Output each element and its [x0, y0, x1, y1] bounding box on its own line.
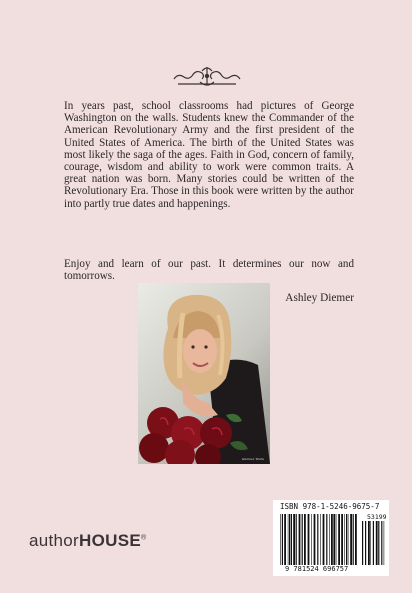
barcode-bar	[346, 514, 347, 565]
barcode-bar	[308, 514, 310, 565]
barcode-bar	[282, 514, 283, 565]
barcode-addon-code: 53199	[367, 513, 387, 521]
barcode-addon-bars	[362, 521, 386, 565]
barcode-bar	[344, 514, 345, 565]
barcode-bar	[280, 514, 281, 565]
barcode-bar	[317, 514, 318, 565]
barcode-bar	[329, 514, 330, 565]
barcode-bar	[362, 521, 363, 565]
barcode-bar	[284, 514, 286, 565]
barcode-bar	[336, 514, 337, 565]
decorative-scroll-icon	[172, 64, 242, 90]
barcode-bar	[376, 521, 378, 565]
barcode-bar	[378, 521, 379, 565]
publisher-logo	[29, 531, 146, 551]
barcode-bar	[333, 514, 335, 565]
barcode-bar	[384, 521, 385, 565]
author-name: Ashley Diemer	[285, 292, 354, 304]
barcode-bar	[338, 514, 340, 565]
publisher-name-emphasis: HOUSE	[79, 531, 141, 550]
publisher-name-part: author	[29, 531, 80, 550]
barcode-bar	[289, 514, 290, 565]
isbn-text: ISBN 978-1-5246-9675-7	[280, 502, 380, 511]
isbn-barcode	[273, 500, 389, 576]
barcode-bar	[365, 521, 366, 565]
ean-digits: 9 781524 696757	[285, 565, 349, 573]
barcode-bar	[293, 514, 295, 565]
barcode-bar	[311, 514, 312, 565]
barcode-bar	[353, 514, 354, 565]
barcode-bar	[331, 514, 333, 565]
barcode-bar	[341, 514, 343, 565]
barcode-bars	[280, 514, 358, 565]
barcode-bar	[370, 521, 371, 565]
barcode-bar	[302, 514, 303, 565]
barcode-bar	[299, 514, 301, 565]
photo-credit: Glamour Shots	[241, 457, 264, 461]
barcode-bar	[296, 514, 297, 565]
barcode-bar	[314, 514, 316, 565]
barcode-bar	[381, 521, 382, 565]
barcode-bar	[350, 514, 352, 565]
barcode-bar	[304, 514, 306, 565]
barcode-bar	[320, 514, 321, 565]
barcode-bar	[323, 514, 325, 565]
registered-mark: ®	[140, 534, 147, 542]
barcode-bar	[373, 521, 374, 565]
barcode-bar	[326, 514, 327, 565]
barcode-bar	[368, 521, 370, 565]
barcode-bar	[355, 514, 357, 565]
blurb-paragraph: In years past, school classrooms had pictures of George Washington on the walls. Students knew the Commander of the American Revolutionary Army and the first president of the United States of America. The birth of the United States was most likely the saga of the ages. Faith in God, concern of family, courage, wisdom and ability to work were common traits. A great nation was born. Many stories could be written of the Revolutionary Era. Those in this book were written by the author into partly true dates and happenings.	[64, 100, 354, 210]
barcode-bar	[291, 514, 292, 565]
barcode-bar	[348, 514, 349, 565]
barcode-bar	[288, 514, 289, 565]
blurb-closing-paragraph: Enjoy and learn of our past. It determines our now and tomorrows.	[64, 258, 354, 283]
author-photo	[138, 283, 270, 464]
